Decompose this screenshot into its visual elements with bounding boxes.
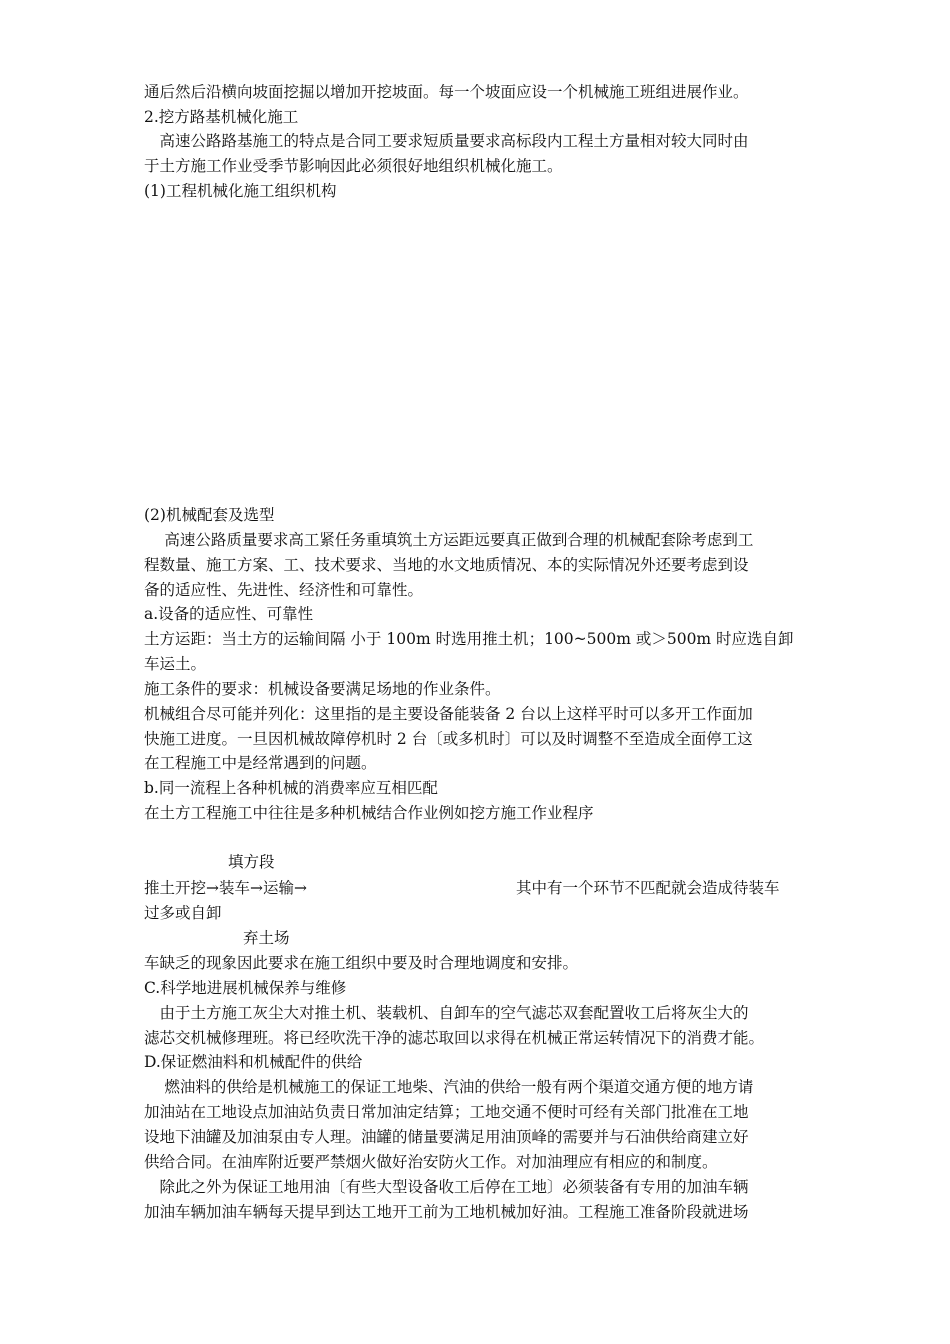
paragraph-line: 于土方施工作业受季节影响因此必须很好地组织机械化施工。 <box>144 157 563 175</box>
item-heading: D.保证燃油料和机械配件的供给 <box>144 1053 363 1071</box>
item-heading: b.同一流程上各种机械的消费率应互相匹配 <box>144 779 438 797</box>
paragraph-line: 其中有一个环节不匹配就会造成待装车 <box>516 879 780 897</box>
org-chart-placeholder <box>144 210 804 490</box>
paragraph-line: 燃油料的供给是机械施工的保证工地柴、汽油的供给一般有两个渠道交通方便的地方请 <box>144 1078 754 1096</box>
subsection-heading: (2)机械配套及选型 <box>144 506 275 524</box>
paragraph-line: 通后然后沿横向坡面挖掘以增加开挖坡面。每一个坡面应设一个机械施工班组进展作业。 <box>144 83 749 101</box>
item-heading: C.科学地进展机械保养与维修 <box>144 979 347 997</box>
flow-branch-fill-section: 填方段 <box>228 853 275 871</box>
paragraph-line: 机械组合尽可能并列化：这里指的是主要设备能装备 2 台以上这样平时可以多开工作面加 <box>144 705 753 723</box>
paragraph-line: 在土方工程施工中往往是多种机械结合作业例如挖方施工作业程序 <box>144 804 594 822</box>
flow-branch-spoil-area: 弃土场 <box>243 929 290 947</box>
paragraph-line: 快施工进度。一旦因机械故障停机时 2 台〔或多机时〕可以及时调整不至造成全面停工这 <box>144 730 753 748</box>
subsection-heading: (1)工程机械化施工组织机构 <box>144 182 337 200</box>
paragraph-line: 施工条件的要求：机械设备要满足场地的作业条件。 <box>144 680 501 698</box>
paragraph-line: 备的适应性、先进性、经济性和可靠性。 <box>144 581 424 599</box>
paragraph-line: 车缺乏的现象因此要求在施工组织中要及时合理地调度和安排。 <box>144 954 579 972</box>
paragraph-line: 程数量、施工方案、工、技术要求、当地的水文地质情况、本的实际情况外还要考虑到设 <box>144 556 749 574</box>
section-heading: 2.挖方路基机械化施工 <box>144 108 299 126</box>
paragraph-line: 在工程施工中是经常遇到的问题。 <box>144 754 377 772</box>
paragraph-line: 供给合同。在油库附近要严禁烟火做好治安防火工作。对加油理应有相应的和制度。 <box>144 1153 718 1171</box>
paragraph-line: 除此之外为保证工地用油〔有些大型设备收工后停在工地〕必须装备有专用的加油车辆 <box>144 1178 749 1196</box>
flow-sequence: 推土开挖→装车→运输→ <box>144 879 307 897</box>
paragraph-line: 加油站在工地设点加油站负责日常加油定结算；工地交通不便时可经有关部门批准在工地 <box>144 1103 749 1121</box>
paragraph-line: 由于土方施工灰尘大对推土机、装载机、自卸车的空气滤芯双套配置收工后将灰尘大的 <box>144 1004 749 1022</box>
paragraph-line: 高速公路质量要求高工紧任务重填筑土方运距远要真正做到合理的机械配套除考虑到工 <box>144 531 754 549</box>
paragraph-line: 高速公路路基施工的特点是合同工要求短质量要求高标段内工程土方量相对较大同时由 <box>144 132 749 150</box>
paragraph-line: 加油车辆加油车辆每天提早到达工地开工前为工地机械加好油。工程施工准备阶段就进场 <box>144 1203 749 1221</box>
paragraph-line: 土方运距：当土方的运输间隔 小于 100m 时选用推土机；100~500m 或＞500m 时应选自卸 <box>144 630 794 648</box>
paragraph-line: 车运土。 <box>144 655 207 673</box>
item-heading: a.设备的适应性、可靠性 <box>144 605 314 623</box>
paragraph-line: 过多或自卸 <box>144 904 222 922</box>
paragraph-line: 滤芯交机械修理班。将已经吹洗干净的滤芯取回以求得在机械正常运转情况下的消费才能。 <box>144 1029 765 1047</box>
paragraph-line: 设地下油罐及加油泵由专人理。油罐的储量要满足用油顶峰的需要并与石油供给商建立好 <box>144 1128 749 1146</box>
